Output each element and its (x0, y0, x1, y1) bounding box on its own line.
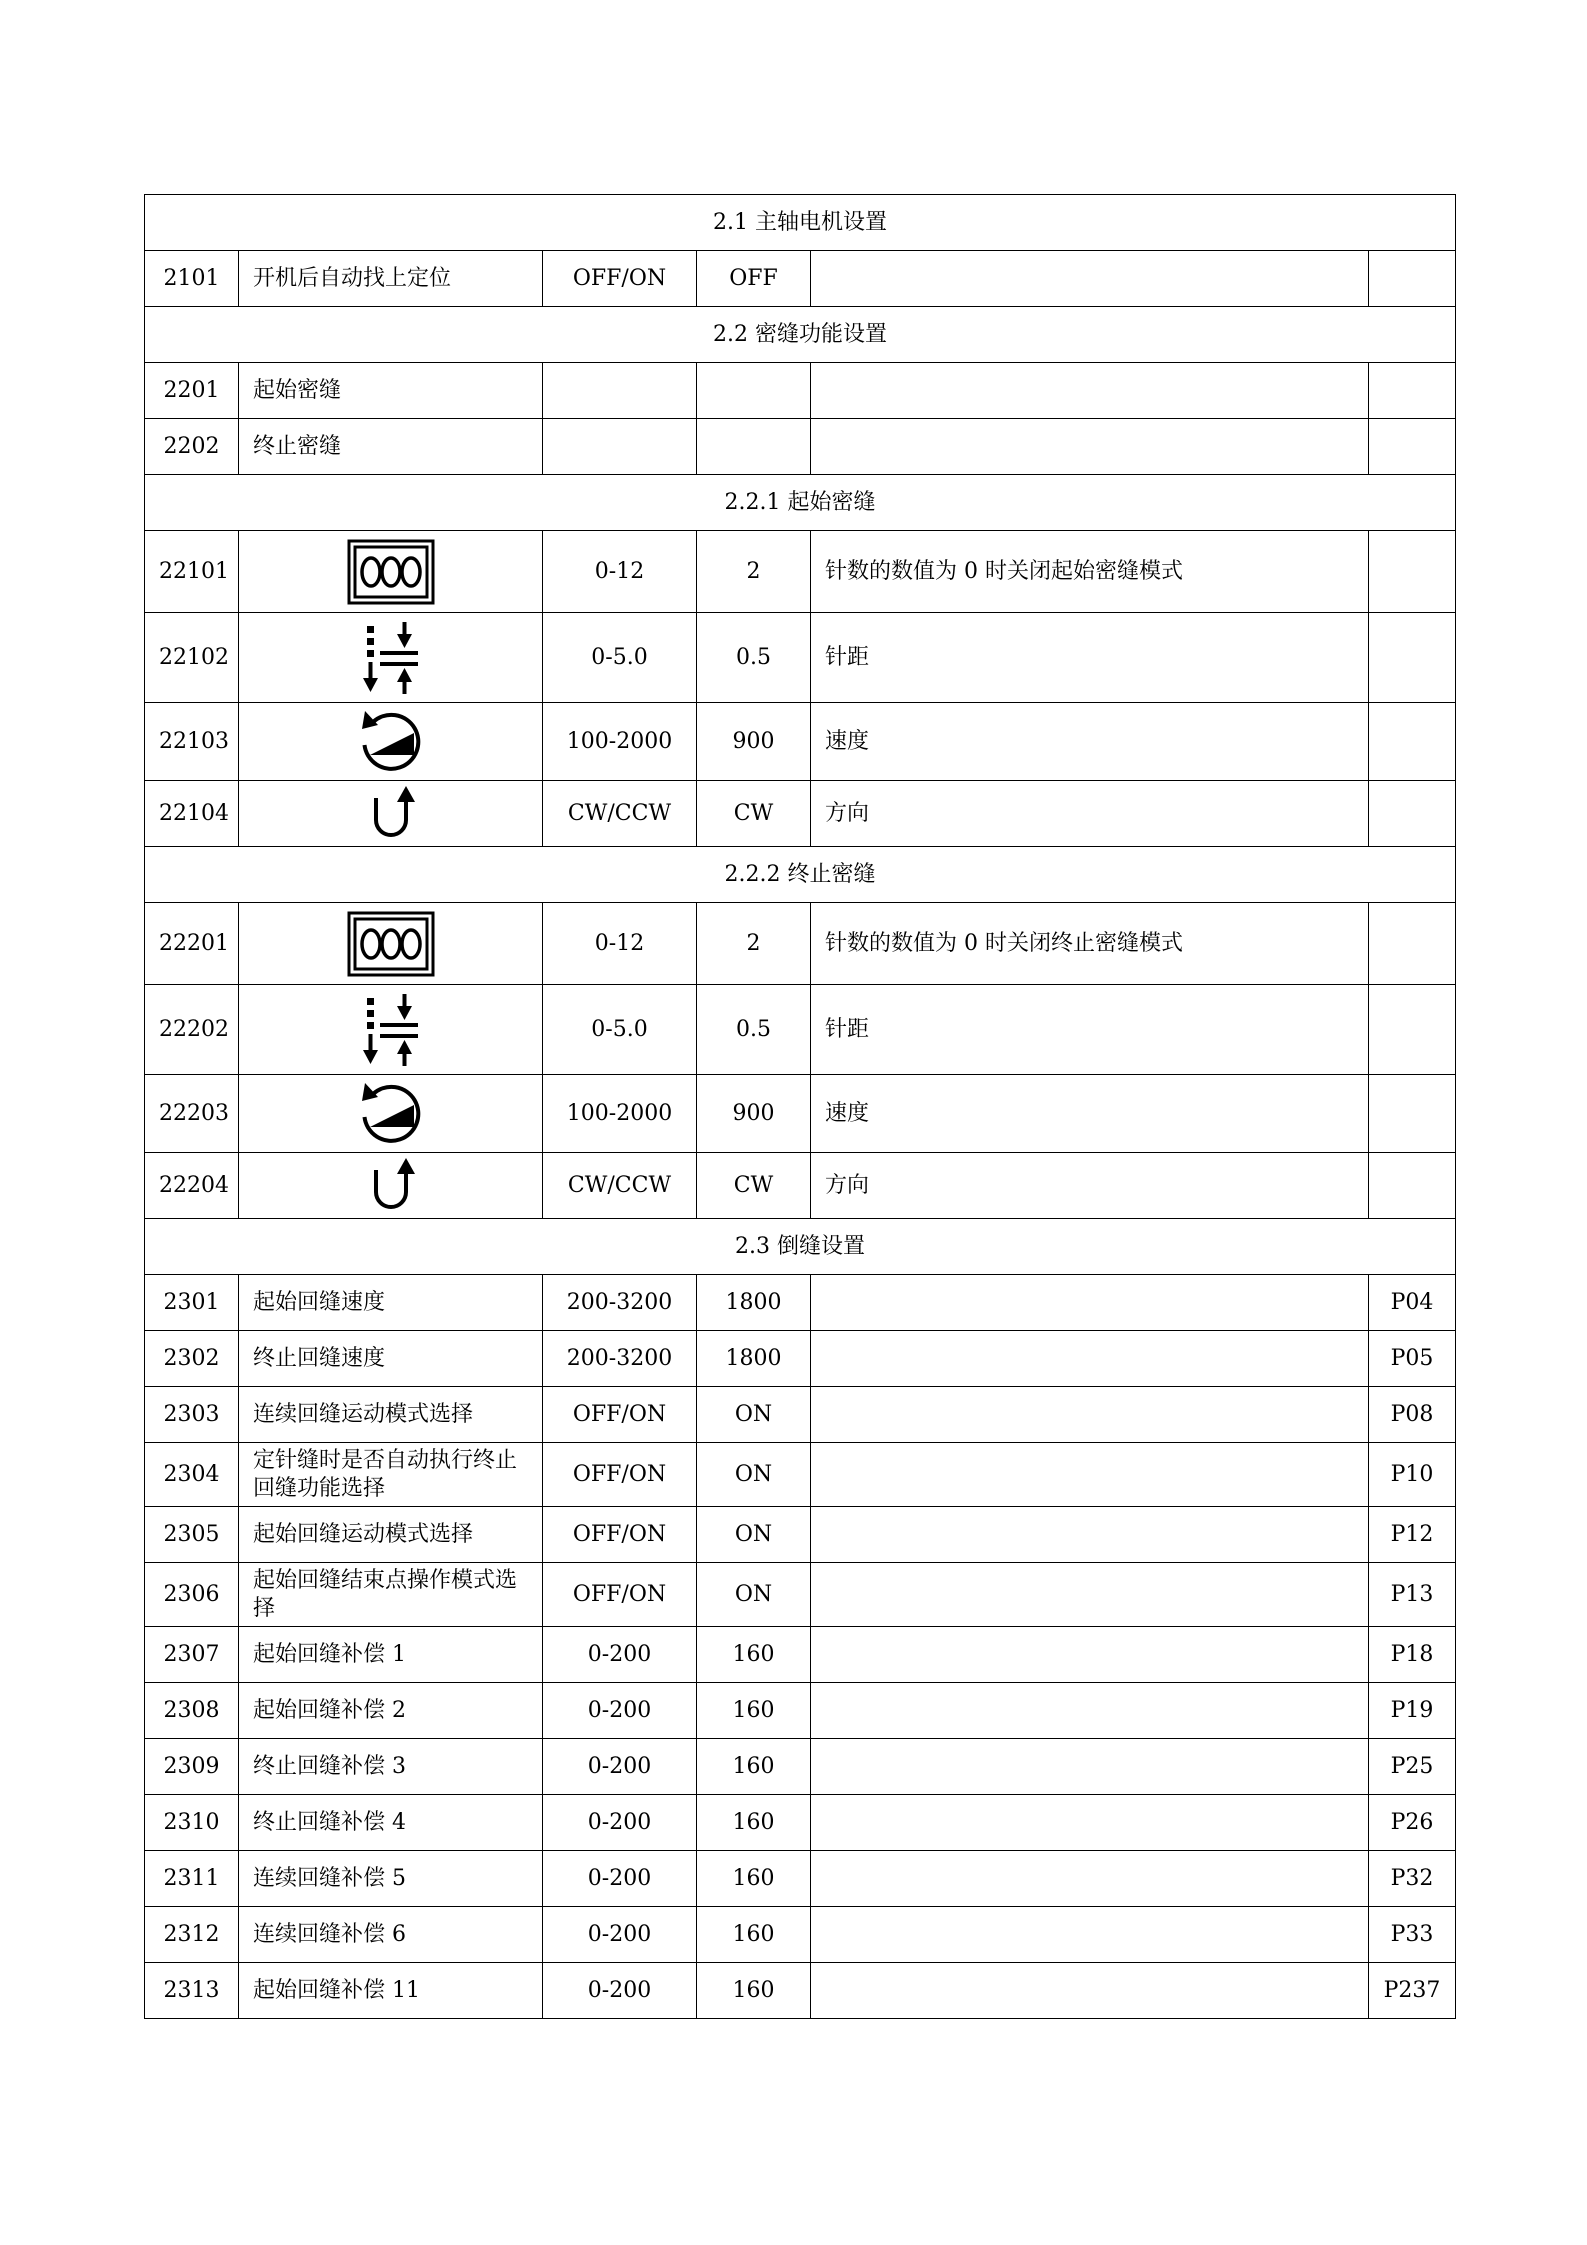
param-code: 2101 (145, 251, 239, 307)
param-range: 0-200 (543, 1795, 697, 1851)
table-row (145, 985, 1456, 1075)
param-range: 100-2000 (543, 703, 697, 781)
param-note (811, 1851, 1369, 1907)
param-ref: P25 (1369, 1739, 1456, 1795)
param-note (811, 363, 1369, 419)
param-code: 22104 (145, 781, 239, 847)
param-default: 160 (697, 1683, 811, 1739)
section-header-row (145, 307, 1456, 363)
param-code: 22201 (145, 903, 239, 985)
table-row (145, 1331, 1456, 1387)
param-note (811, 1683, 1369, 1739)
param-name: 起始回缝运动模式选择 (239, 1507, 543, 1563)
param-ref (1369, 985, 1456, 1075)
table-body (145, 195, 1456, 2019)
param-note (811, 1963, 1369, 2019)
param-name: 连续回缝运动模式选择 (239, 1387, 543, 1443)
param-note: 针距 (811, 985, 1369, 1075)
param-default: ON (697, 1507, 811, 1563)
stitch-pitch-icon (361, 645, 421, 670)
param-name: 开机后自动找上定位 (239, 251, 543, 307)
param-default (697, 363, 811, 419)
param-ref: P08 (1369, 1387, 1456, 1443)
param-default: ON (697, 1563, 811, 1627)
param-code: 2306 (145, 1563, 239, 1627)
param-ref: P13 (1369, 1563, 1456, 1627)
section-title: 2.1 主轴电机设置 (145, 195, 1456, 251)
speed-dial-icon (356, 729, 426, 754)
param-default: 2 (697, 903, 811, 985)
param-default: 2 (697, 531, 811, 613)
param-icon-cell (239, 613, 543, 703)
param-code: 2305 (145, 1507, 239, 1563)
param-note (811, 1507, 1369, 1563)
table-row (145, 703, 1456, 781)
param-default: 0.5 (697, 613, 811, 703)
param-ref (1369, 1075, 1456, 1153)
stitch-pitch-icon (361, 1017, 421, 1042)
table-row (145, 1963, 1456, 2019)
param-ref: P10 (1369, 1443, 1456, 1507)
param-default: CW (697, 781, 811, 847)
param-note (811, 1563, 1369, 1627)
param-name: 终止回缝补偿 4 (239, 1795, 543, 1851)
param-range: 0-5.0 (543, 613, 697, 703)
param-name: 连续回缝补偿 5 (239, 1851, 543, 1907)
param-code: 22103 (145, 703, 239, 781)
param-range: OFF/ON (543, 1507, 697, 1563)
table-row (145, 1075, 1456, 1153)
param-name: 起始回缝补偿 1 (239, 1627, 543, 1683)
param-ref (1369, 781, 1456, 847)
param-code: 2311 (145, 1851, 239, 1907)
param-note: 方向 (811, 781, 1369, 847)
param-icon-cell (239, 531, 543, 613)
param-ref: P33 (1369, 1907, 1456, 1963)
param-default: 160 (697, 1795, 811, 1851)
param-name: 起始回缝速度 (239, 1275, 543, 1331)
table-row (145, 781, 1456, 847)
param-range: 100-2000 (543, 1075, 697, 1153)
param-range: OFF/ON (543, 1563, 697, 1627)
table-row (145, 1153, 1456, 1219)
param-ref: P19 (1369, 1683, 1456, 1739)
param-note: 针数的数值为 0 时关闭起始密缝模式 (811, 531, 1369, 613)
param-range (543, 363, 697, 419)
param-code: 22202 (145, 985, 239, 1075)
section-title: 2.3 倒缝设置 (145, 1219, 1456, 1275)
param-name: 起始回缝补偿 2 (239, 1683, 543, 1739)
param-name: 连续回缝补偿 6 (239, 1907, 543, 1963)
param-ref (1369, 419, 1456, 475)
param-icon-cell (239, 985, 543, 1075)
param-code: 22204 (145, 1153, 239, 1219)
param-range: CW/CCW (543, 781, 697, 847)
param-code: 2310 (145, 1795, 239, 1851)
param-name: 终止回缝补偿 3 (239, 1739, 543, 1795)
param-icon-cell (239, 1075, 543, 1153)
table-row (145, 1563, 1456, 1627)
param-range (543, 419, 697, 475)
param-ref (1369, 251, 1456, 307)
param-default: 160 (697, 1963, 811, 2019)
param-name: 起始回缝结束点操作模式选择 (239, 1563, 543, 1627)
table-row (145, 363, 1456, 419)
section-header-row (145, 1219, 1456, 1275)
param-ref (1369, 1153, 1456, 1219)
param-note: 速度 (811, 703, 1369, 781)
param-code: 2307 (145, 1627, 239, 1683)
direction-u-turn-icon (366, 1173, 416, 1198)
param-default: 1800 (697, 1331, 811, 1387)
param-ref (1369, 903, 1456, 985)
param-default: 1800 (697, 1275, 811, 1331)
param-ref: P237 (1369, 1963, 1456, 2019)
param-default: 0.5 (697, 985, 811, 1075)
param-default: CW (697, 1153, 811, 1219)
section-title: 2.2.2 终止密缝 (145, 847, 1456, 903)
param-range: OFF/ON (543, 1443, 697, 1507)
param-note (811, 1907, 1369, 1963)
param-default: 160 (697, 1907, 811, 1963)
table-row (145, 1683, 1456, 1739)
param-ref (1369, 531, 1456, 613)
param-code: 2309 (145, 1739, 239, 1795)
table-row (145, 251, 1456, 307)
table-row (145, 1739, 1456, 1795)
param-icon-cell (239, 703, 543, 781)
table-row (145, 1507, 1456, 1563)
param-note (811, 1739, 1369, 1795)
param-note (811, 419, 1369, 475)
param-ref (1369, 363, 1456, 419)
table-row (145, 1795, 1456, 1851)
param-name: 起始回缝补偿 11 (239, 1963, 543, 2019)
direction-u-turn-icon (366, 801, 416, 826)
param-code: 2313 (145, 1963, 239, 2019)
param-note (811, 1795, 1369, 1851)
param-range: 0-5.0 (543, 985, 697, 1075)
param-range: 0-200 (543, 1907, 697, 1963)
param-default: 900 (697, 1075, 811, 1153)
section-title: 2.2.1 起始密缝 (145, 475, 1456, 531)
table-row (145, 1387, 1456, 1443)
param-default: 160 (697, 1627, 811, 1683)
param-name: 终止回缝速度 (239, 1331, 543, 1387)
param-icon-cell (239, 903, 543, 985)
param-default: 160 (697, 1739, 811, 1795)
param-ref: P12 (1369, 1507, 1456, 1563)
param-code: 2304 (145, 1443, 239, 1507)
param-note: 针距 (811, 613, 1369, 703)
param-code: 22102 (145, 613, 239, 703)
param-range: 200-3200 (543, 1275, 697, 1331)
param-code: 22203 (145, 1075, 239, 1153)
param-name: 终止密缝 (239, 419, 543, 475)
param-code: 22101 (145, 531, 239, 613)
param-range: 0-12 (543, 903, 697, 985)
param-code: 2301 (145, 1275, 239, 1331)
param-name: 起始密缝 (239, 363, 543, 419)
table-row (145, 419, 1456, 475)
param-ref: P32 (1369, 1851, 1456, 1907)
parameter-table (144, 194, 1456, 2019)
param-default: 900 (697, 703, 811, 781)
param-name: 定针缝时是否自动执行终止回缝功能选择 (239, 1443, 543, 1507)
param-range: OFF/ON (543, 1387, 697, 1443)
stitch-count-icon (346, 931, 436, 956)
param-note (811, 1275, 1369, 1331)
param-range: 0-200 (543, 1739, 697, 1795)
param-range: CW/CCW (543, 1153, 697, 1219)
param-note: 针数的数值为 0 时关闭终止密缝模式 (811, 903, 1369, 985)
param-range: 0-200 (543, 1683, 697, 1739)
section-header-row (145, 195, 1456, 251)
param-ref: P05 (1369, 1331, 1456, 1387)
param-code: 2201 (145, 363, 239, 419)
table-row (145, 531, 1456, 613)
table-row (145, 1627, 1456, 1683)
param-ref (1369, 613, 1456, 703)
param-range: 0-200 (543, 1963, 697, 2019)
param-code: 2312 (145, 1907, 239, 1963)
param-code: 2302 (145, 1331, 239, 1387)
param-ref (1369, 703, 1456, 781)
param-note (811, 251, 1369, 307)
table-row (145, 903, 1456, 985)
param-icon-cell (239, 781, 543, 847)
table-row (145, 1907, 1456, 1963)
param-range: 0-12 (543, 531, 697, 613)
param-code: 2303 (145, 1387, 239, 1443)
param-default: 160 (697, 1851, 811, 1907)
param-icon-cell (239, 1153, 543, 1219)
param-code: 2308 (145, 1683, 239, 1739)
param-ref: P26 (1369, 1795, 1456, 1851)
param-code: 2202 (145, 419, 239, 475)
param-ref: P04 (1369, 1275, 1456, 1331)
param-default: ON (697, 1443, 811, 1507)
param-range: 0-200 (543, 1851, 697, 1907)
section-header-row (145, 847, 1456, 903)
param-range: 0-200 (543, 1627, 697, 1683)
section-title: 2.2 密缝功能设置 (145, 307, 1456, 363)
speed-dial-icon (356, 1101, 426, 1126)
stitch-count-icon (346, 559, 436, 584)
table-row (145, 1851, 1456, 1907)
table-row (145, 1275, 1456, 1331)
param-default: ON (697, 1387, 811, 1443)
param-note (811, 1331, 1369, 1387)
param-note (811, 1443, 1369, 1507)
param-range: 200-3200 (543, 1331, 697, 1387)
param-note: 方向 (811, 1153, 1369, 1219)
param-ref: P18 (1369, 1627, 1456, 1683)
param-default: OFF (697, 251, 811, 307)
param-note: 速度 (811, 1075, 1369, 1153)
table-row (145, 1443, 1456, 1507)
param-default (697, 419, 811, 475)
section-header-row (145, 475, 1456, 531)
table-row (145, 613, 1456, 703)
param-note (811, 1387, 1369, 1443)
param-note (811, 1627, 1369, 1683)
param-range: OFF/ON (543, 251, 697, 307)
